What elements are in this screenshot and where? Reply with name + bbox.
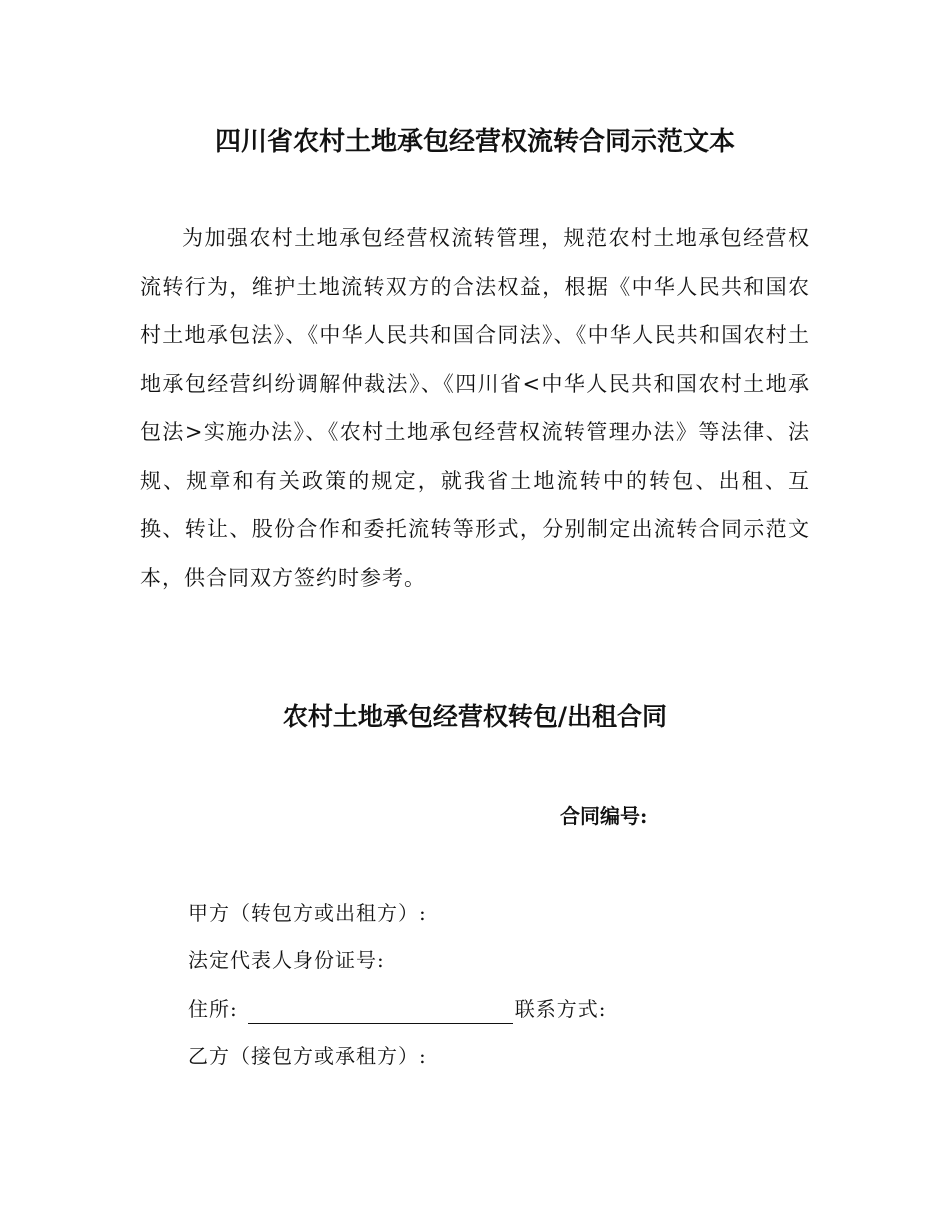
- intro-section: [140, 214, 810, 602]
- document-title: 四川省农村土地承包经营权流转合同示范文本: [214, 127, 735, 157]
- legal-rep-id-field: 法定代表人身份证号:: [188, 948, 385, 972]
- party-a-field: 甲方（转包方或出租方）:: [188, 901, 427, 925]
- party-b-field: 乙方（接包方或承租方）:: [188, 1044, 427, 1068]
- address-contact-row: [188, 994, 607, 1024]
- contract-title: 农村土地承包经营权转包/出租合同: [282, 702, 668, 731]
- address-label: 住所:: [188, 997, 238, 1021]
- contract-number-label: 合同编号:: [560, 804, 648, 828]
- contact-label: 联系方式:: [514, 997, 607, 1021]
- intro-paragraph: 为加强农村土地承包经营权流转管理，规范农村土地承包经营权流转行为，维护土地流转双方的合法权益，根据《中华人民共和国农村土地承包法》、《中华人民共和国合同法》、《中华人民共和国农村土地承包经营纠纷调解仲裁法》、《四川省<中华人民共和国农村土地承包法>实施办法》、《农村土地承包经营权流转管理办法》等法律、法规、规章和有关政策的规定，就我省土地流转中的转包、出租、互换、转让、股份合作和委托流转等形式，分别制定出流转合同示范文本，供合同双方签约时参考。: [140, 226, 810, 590]
- address-blank-line: [248, 1001, 513, 1024]
